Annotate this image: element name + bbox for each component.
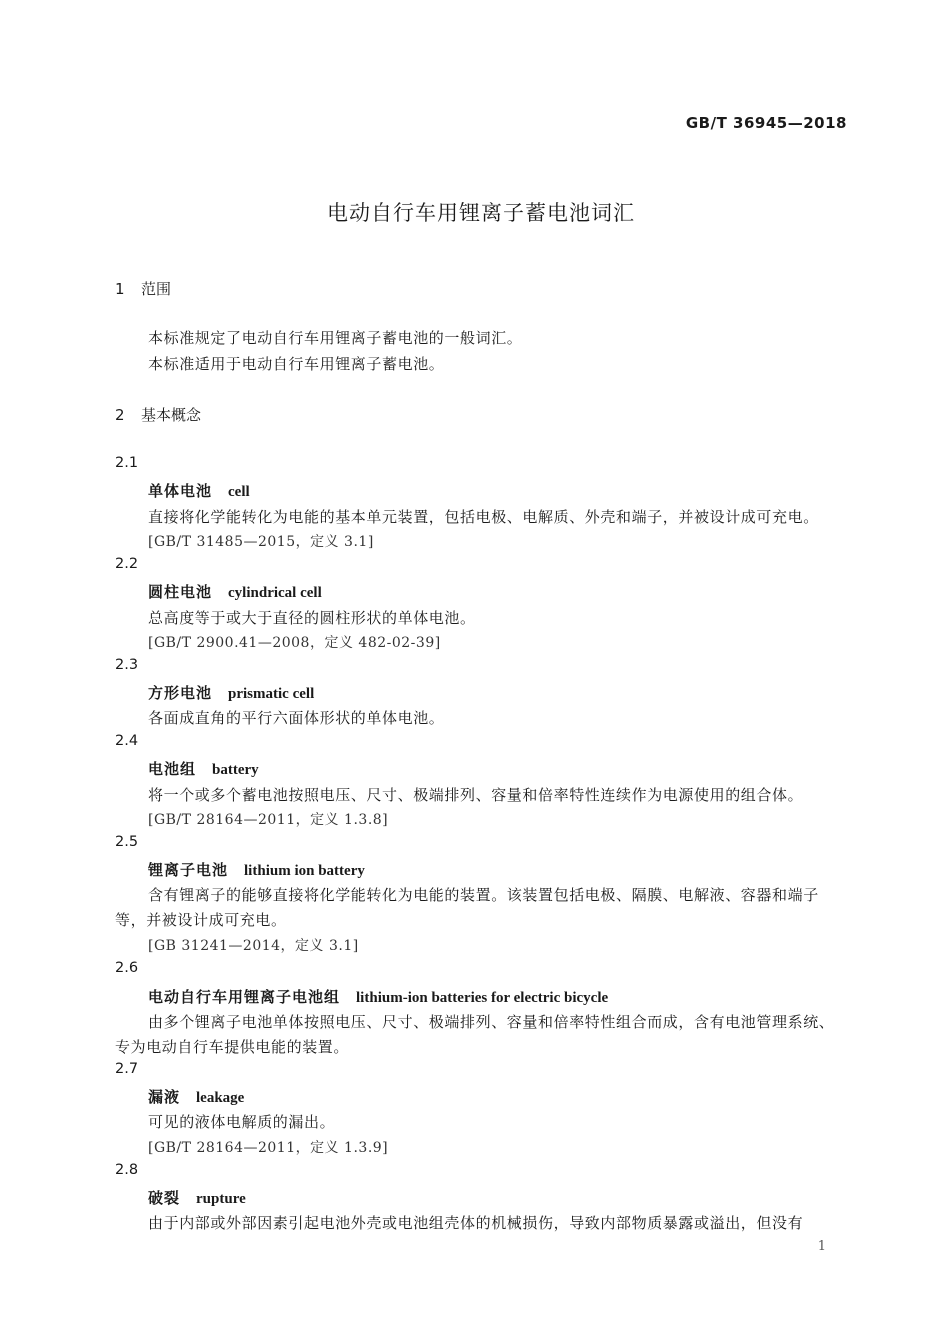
term-heading <box>148 758 259 779</box>
term-definition: 含有锂离子的能够直接将化学能转化为电能的装置。该装置包括电极、隔膜、电解液、容器和端子 <box>148 886 819 904</box>
term-english: cylindrical cell <box>228 585 322 601</box>
section-title: 基本概念 <box>141 406 202 424</box>
section-number: 2 <box>115 406 125 424</box>
term-definition-continued: 等，并被设计成可充电。 <box>115 911 287 929</box>
term-heading <box>148 480 250 501</box>
term-english: battery <box>212 762 259 778</box>
term-definition: 可见的液体电解质的漏出。 <box>148 1113 336 1131</box>
term-number: 2.8 <box>115 1162 139 1178</box>
term-source: [GB/T 28164—2011，定义 1.3.9] <box>148 1140 389 1156</box>
term-number: 2.2 <box>115 556 139 572</box>
term-heading <box>148 682 314 703</box>
section-1-heading <box>115 278 171 299</box>
term-definition: 由于内部或外部因素引起电池外壳或电池组壳体的机械损伤，导致内部物质暴露或溢出，但没有 <box>148 1214 804 1232</box>
term-chinese: 方形电池 <box>148 684 213 702</box>
term-chinese: 圆柱电池 <box>148 583 213 601</box>
term-chinese: 漏液 <box>148 1088 181 1106</box>
term-chinese: 电池组 <box>148 760 197 778</box>
document-title: 电动自行车用锂离子蓄电池词汇 <box>327 201 635 225</box>
section-title: 范围 <box>141 280 172 298</box>
term-chinese: 破裂 <box>148 1189 181 1207</box>
page-number: 1 <box>817 1239 826 1254</box>
term-definition: 直接将化学能转化为电能的基本单元装置，包括电极、电解质、外壳和端子，并被设计成可充电。 <box>148 508 819 526</box>
term-english: lithium ion battery <box>244 863 365 879</box>
term-heading <box>148 581 322 602</box>
term-definition-continued: 专为电动自行车提供电能的装置。 <box>115 1038 350 1056</box>
term-definition: 总高度等于或大于直径的圆柱形状的单体电池。 <box>148 609 476 627</box>
term-definition: 由多个锂离子电池单体按照电压、尺寸、极端排列、容量和倍率特性组合而成，含有电池管理系统、 <box>148 1013 835 1031</box>
term-source: [GB/T 28164—2011，定义 1.3.8] <box>148 812 389 828</box>
term-english: rupture <box>196 1191 246 1207</box>
scope-paragraph: 本标准适用于电动自行车用锂离子蓄电池。 <box>148 355 445 373</box>
standard-number: GB/T 36945—2018 <box>685 114 847 132</box>
term-source: [GB/T 31485—2015，定义 3.1] <box>148 534 374 550</box>
term-number: 2.6 <box>115 960 139 976</box>
term-chinese: 单体电池 <box>148 482 213 500</box>
term-number: 2.7 <box>115 1061 139 1077</box>
term-number: 2.4 <box>115 733 139 749</box>
section-number: 1 <box>115 280 125 298</box>
term-source: [GB 31241—2014，定义 3.1] <box>148 938 359 954</box>
scope-paragraph: 本标准规定了电动自行车用锂离子蓄电池的一般词汇。 <box>148 329 523 347</box>
term-chinese: 电动自行车用锂离子电池组 <box>148 988 341 1006</box>
term-heading <box>148 1187 246 1208</box>
term-definition: 各面成直角的平行六面体形状的单体电池。 <box>148 709 445 727</box>
term-source: [GB/T 2900.41—2008，定义 482-02-39] <box>148 635 441 651</box>
term-heading <box>148 1086 244 1107</box>
term-english: leakage <box>196 1090 245 1106</box>
term-definition: 将一个或多个蓄电池按照电压、尺寸、极端排列、容量和倍率特性连续作为电源使用的组合体。 <box>148 786 804 804</box>
term-english: lithium-ion batteries for electric bicycle <box>356 990 609 1006</box>
term-chinese: 锂离子电池 <box>148 861 229 879</box>
term-english: prismatic cell <box>228 686 315 702</box>
term-number: 2.3 <box>115 657 139 673</box>
term-english: cell <box>228 484 250 500</box>
term-heading <box>148 986 608 1007</box>
section-2-heading <box>115 404 201 425</box>
term-heading <box>148 859 365 880</box>
term-number: 2.5 <box>115 834 139 850</box>
term-number: 2.1 <box>115 455 139 471</box>
